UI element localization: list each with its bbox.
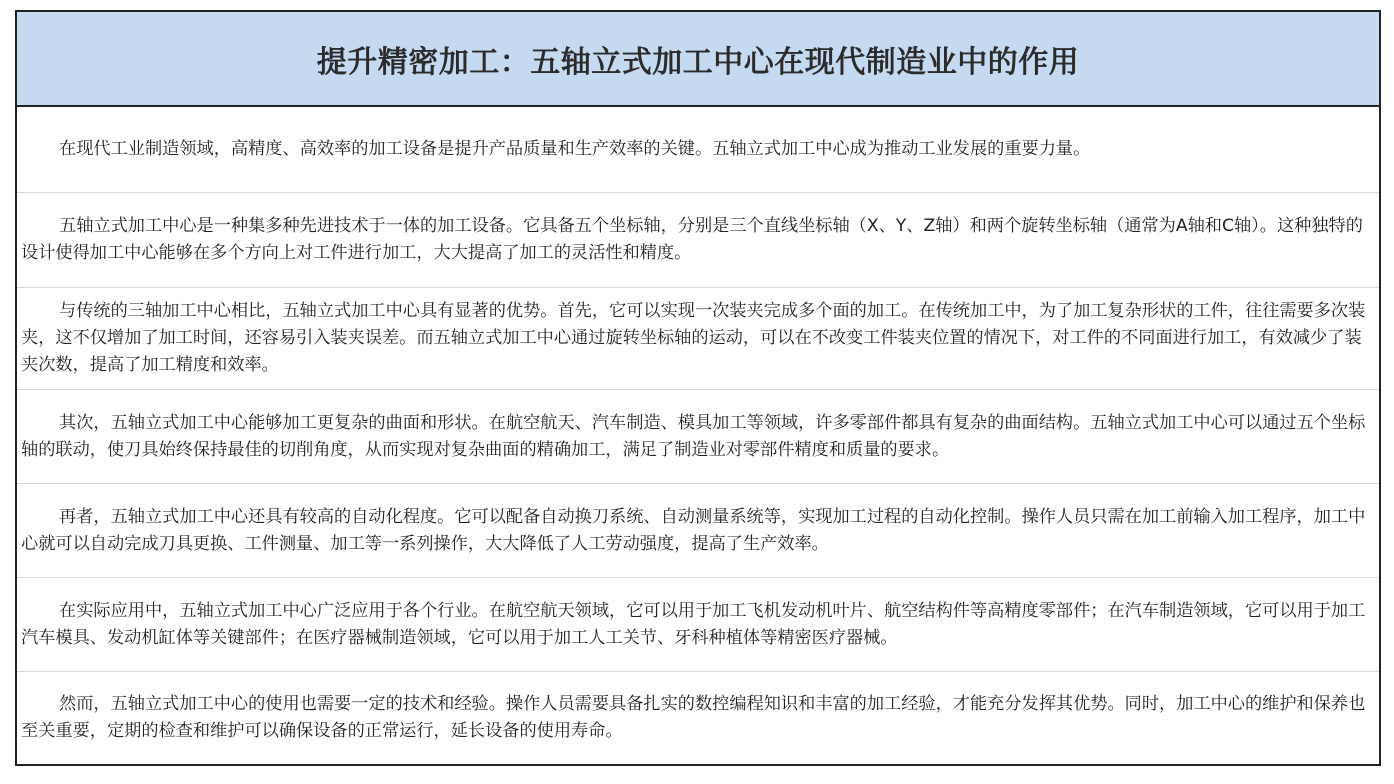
paragraph-intro: 在现代工业制造领域，高精度、高效率的加工设备是提升产品质量和生产效率的关键。五轴立式加工中心成为推动工业发展的重要力量。: [59, 139, 1091, 159]
document-frame: [15, 10, 1381, 766]
title-banner: [17, 12, 1379, 107]
paragraph-row-definition: [17, 193, 1379, 288]
paragraph-row-complex-surfaces: [17, 390, 1379, 484]
paragraph-complex-surfaces: 其次，五轴立式加工中心能够加工更复杂的曲面和形状。在航空航天、汽车制造、模具加工等领域，许多零部件都具有复杂的曲面结构。五轴立式加工中心可以通过五个坐标轴的联动，使刀具始终保持最佳的切削角度，从而实现对复杂曲面的精确加工，满足了制造业对零部件精度和质量的要求。: [21, 412, 1366, 460]
paragraph-row-applications: [17, 578, 1379, 672]
paragraph-row-intro: [17, 107, 1379, 193]
paragraph-automation: 再者，五轴立式加工中心还具有较高的自动化程度。它可以配备自动换刀系统、自动测量系统等，实现加工过程的自动化控制。操作人员只需在加工前输入加工程序，加工中心就可以自动完成刀具更换、工件测量、加工等一系列操作，大大降低了人工劳动强度，提高了生产效率。: [21, 506, 1366, 554]
paragraph-applications: 在实际应用中，五轴立式加工中心广泛应用于各个行业。在航空航天领域，它可以用于加工飞机发动机叶片、航空结构件等高精度零部件；在汽车制造领域，它可以用于加工汽车模具、发动机缸体等关键部件；在医疗器械制造领域，它可以用于加工人工关节、牙科种植体等精密医疗器械。: [21, 600, 1366, 648]
paragraph-definition: 五轴立式加工中心是一种集多种先进技术于一体的加工设备。它具备五个坐标轴，分别是三个直线坐标轴（X、Y、Z轴）和两个旋转坐标轴（通常为A轴和C轴）。这种独特的设计使得加工中心能够在多个方向上对工件进行加工，大大提高了加工的灵活性和精度。: [21, 216, 1363, 263]
paragraph-row-advantages: [17, 288, 1379, 390]
page-title: 提升精密加工：五轴立式加工中心在现代制造业中的作用: [316, 44, 1080, 80]
paragraph-row-automation: [17, 484, 1379, 578]
paragraph-row-maintenance: [17, 672, 1379, 764]
paragraph-advantages: 与传统的三轴加工中心相比，五轴立式加工中心具有显著的优势。首先，它可以实现一次装夹完成多个面的加工。在传统加工中，为了加工复杂形状的工件，往往需要多次装夹，这不仅增加了加工时间，还容易引入装夹误差。而五轴立式加工中心通过旋转坐标轴的运动，可以在不改变工件装夹位置的情况下，对工件的不同面进行加工，有效减少了装夹次数，提高了加工精度和效率。: [21, 301, 1366, 375]
paragraph-maintenance: 然而，五轴立式加工中心的使用也需要一定的技术和经验。操作人员需要具备扎实的数控编程知识和丰富的加工经验，才能充分发挥其优势。同时，加工中心的维护和保养也至关重要，定期的检查和维护可以确保设备的正常运行，延长设备的使用寿命。: [21, 694, 1366, 741]
